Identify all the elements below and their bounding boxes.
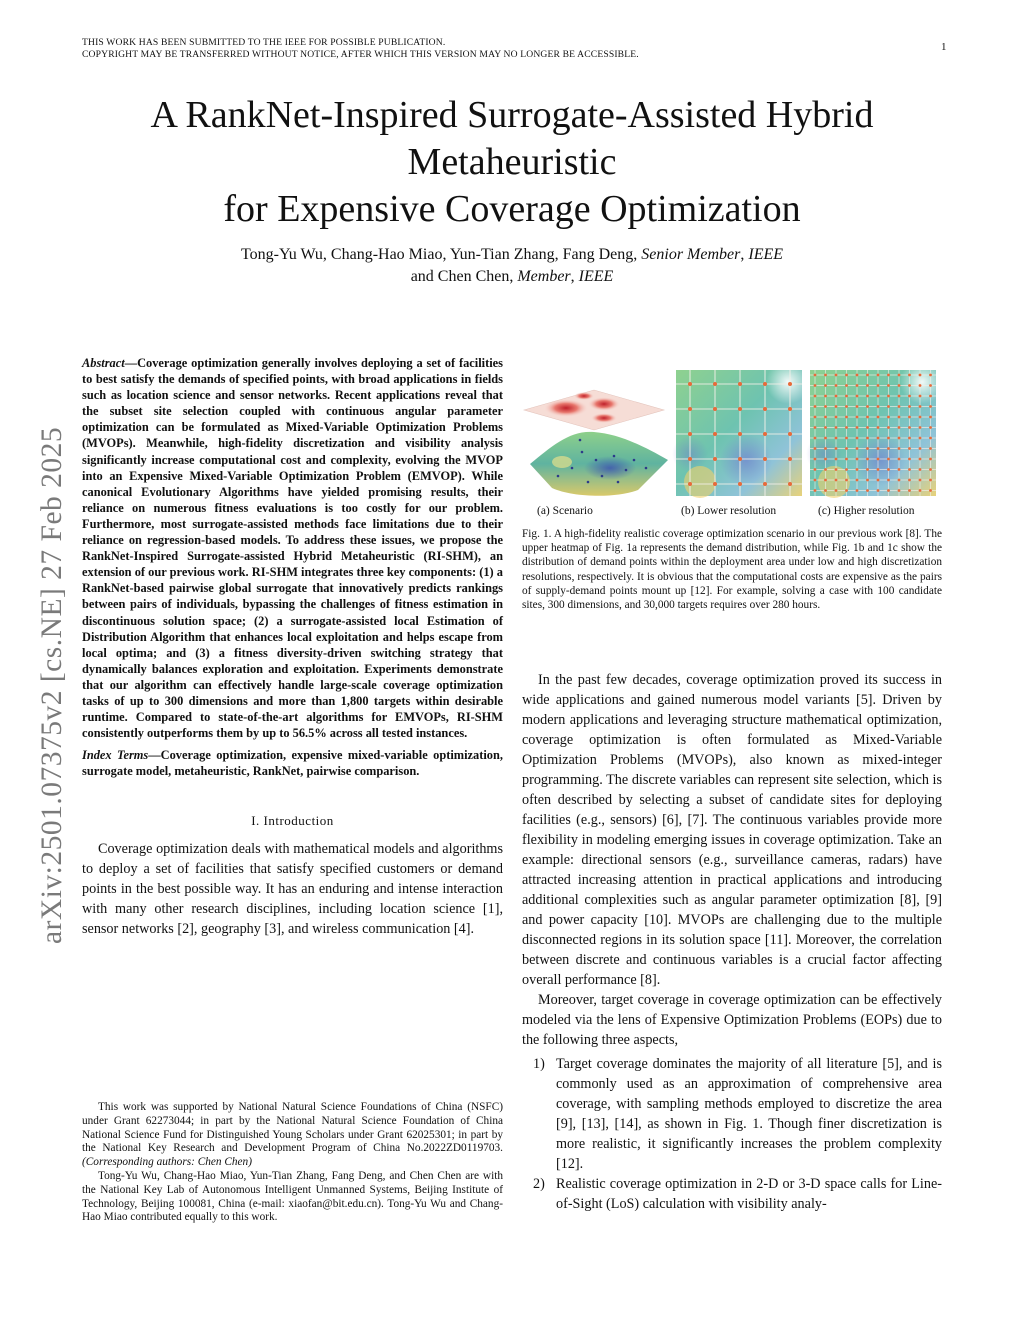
figure-1-caption: Fig. 1. A high-fidelity realistic coverage optimization scenario in our previous work [8]. The upper heatmap of Fig. 1a represents the demand distribution, while Fig. 1b and 1c show the distribution of demand points within the deployment area under low and high discretization resolutions, respectively. It is obvious that the computational costs are expensive as the pairs of supply-demand points mount up [12]. For example, solving a case with 100 candidate sites, 300 dimensions, and 30,000 targets requires over 280 hours.: [522, 528, 942, 612]
demand-point: [919, 437, 922, 440]
demand-point: [887, 395, 890, 398]
demand-point: [877, 489, 880, 492]
author-sep-2: ,: [570, 268, 579, 285]
demand-point: [898, 395, 901, 398]
demand-point: [856, 489, 859, 492]
demand-point: [835, 437, 838, 440]
demand-point: [866, 426, 869, 429]
demand-point: [877, 416, 880, 419]
demand-point: [908, 395, 911, 398]
demand-point: [856, 374, 859, 377]
demand-point: [929, 479, 932, 482]
demand-point: [919, 416, 922, 419]
demand-point: [929, 458, 932, 461]
demand-point: [835, 447, 838, 450]
demand-point: [898, 489, 901, 492]
title-line-2: Metaheuristic: [407, 141, 617, 183]
figure-1-graphics: [522, 368, 942, 498]
demand-point: [877, 374, 880, 377]
demand-point: [898, 426, 901, 429]
demand-point: [887, 426, 890, 429]
demand-point: [877, 437, 880, 440]
figure-1: [522, 368, 942, 498]
funding-footnote: [82, 1101, 503, 1170]
subcaption-a: (a) Scenario: [537, 505, 593, 517]
demand-point: [929, 447, 932, 450]
demand-point: [845, 458, 848, 461]
demand-point: [856, 437, 859, 440]
demand-point: [814, 468, 817, 471]
submission-notice: [82, 37, 639, 60]
author-role-2: Member: [517, 268, 571, 285]
demand-point: [814, 479, 817, 482]
demand-point: [814, 437, 817, 440]
demand-point: [824, 447, 827, 450]
demand-point: [877, 468, 880, 471]
author-list: [82, 244, 942, 288]
demand-point: [929, 395, 932, 398]
demand-point: [814, 426, 817, 429]
demand-point: [824, 468, 827, 471]
demand-point: [877, 479, 880, 482]
demand-point: [908, 405, 911, 408]
demand-point: [929, 374, 932, 377]
subcaption-b: (b) Lower resolution: [681, 505, 777, 517]
demand-point: [919, 395, 922, 398]
demand-point: [887, 479, 890, 482]
section-heading-introduction: I. Introduction: [251, 813, 334, 829]
demand-point: [835, 458, 838, 461]
demand-point: [908, 384, 911, 387]
demand-point: [845, 437, 848, 440]
demand-point: [908, 416, 911, 419]
demand-point: [845, 447, 848, 450]
demand-point: [919, 426, 922, 429]
aspect-item-1: [522, 1054, 942, 1174]
demand-point: [877, 426, 880, 429]
demand-point: [887, 374, 890, 377]
demand-point: [908, 458, 911, 461]
right-paragraph-2: Moreover, target coverage in coverage optimization can be effectively modeled via the lens of Expensive Optimization Problems (EOPs) due to the following three aspects,: [522, 992, 942, 1048]
title-line-1: A RankNet-Inspired Surrogate-Assisted Hybrid: [150, 94, 874, 136]
demand-point: [919, 479, 922, 482]
demand-point: [824, 395, 827, 398]
demand-point: [845, 384, 848, 387]
paper-title: [82, 92, 942, 233]
demand-point: [929, 405, 932, 408]
demand-point: [835, 489, 838, 492]
demand-point: [919, 384, 922, 387]
demand-point: [835, 384, 838, 387]
demand-point: [919, 489, 922, 492]
demand-point: [929, 437, 932, 440]
right-column-body: [522, 670, 942, 1214]
demand-point: [887, 405, 890, 408]
demand-point: [814, 489, 817, 492]
demand-point: [866, 479, 869, 482]
demand-point: [929, 468, 932, 471]
demand-point: [856, 468, 859, 471]
demand-point: [898, 416, 901, 419]
demand-point: [824, 374, 827, 377]
demand-point: [919, 447, 922, 450]
aspect-item-1-text: Target coverage dominates the majority of all literature [5], and is commonly used as an approximation of comprehensive area coverage, with sampling methods employed to discretize the area [9], [13], [14], as shown in Fig. 1. Though finer discretization is more realistic, it significantly increases the problem complexity [12].: [556, 1056, 942, 1172]
author-names-2: and Chen Chen,: [410, 268, 518, 285]
demand-point: [929, 384, 932, 387]
subcaption-c: (c) Higher resolution: [818, 505, 915, 517]
demand-point: [908, 374, 911, 377]
notice-line-1: THIS WORK HAS BEEN SUBMITTED TO THE IEEE FOR POSSIBLE PUBLICATION.: [82, 37, 446, 48]
demand-point: [908, 479, 911, 482]
demand-point: [835, 395, 838, 398]
abstract: [82, 355, 503, 741]
demand-point: [898, 437, 901, 440]
demand-point: [835, 426, 838, 429]
demand-point: [824, 405, 827, 408]
demand-point: [929, 489, 932, 492]
demand-point: [824, 384, 827, 387]
demand-point: [866, 395, 869, 398]
demand-point: [835, 468, 838, 471]
aspects-list: [522, 1054, 942, 1214]
demand-point: [856, 395, 859, 398]
author-role-1: Senior Member: [641, 246, 741, 263]
footnotes: [82, 1101, 503, 1225]
demand-point: [898, 405, 901, 408]
demand-point: [824, 458, 827, 461]
right-paragraph-1: In the past few decades, coverage optimization proved its success in wide applications and gained numerous model variants [5]. Driven by modern applications and leveraging structure mathematical optimization, coverage optimization is often formulated as Mixed-Variable Optimization Problems (MVOPs), also known as mixed-integer programming. The discrete variables can represent site selection, which is often described by selecting a subset of candidate sites for deploying facilities (e.g., sensors) [6], [7]. The continuous variables provide more flexibility in modeling emerging issues in coverage optimization. Take an example: directional sensors (e.g., surveillance cameras, radars) have attracted increasing attention in practical applications and introducing additional complexities such as angular parameter optimization [8], [9] and power capacity [10]. MVOPs are challenging due to the multiple disconnected regions in its solution space [11]. Moreover, the correlation between discrete and continuous variables is a crucial factor affecting overall performance [8].: [522, 672, 942, 988]
demand-point: [866, 489, 869, 492]
aspect-item-2: [522, 1174, 942, 1214]
demand-point: [814, 405, 817, 408]
demand-point: [866, 468, 869, 471]
demand-point: [908, 447, 911, 450]
demand-point: [824, 416, 827, 419]
demand-point: [919, 374, 922, 377]
demand-point: [908, 489, 911, 492]
index-terms: [82, 747, 503, 779]
aspect-item-2-text: Realistic coverage optimization in 2-D or 3-D space calls for Line-of-Sight (LoS) calculation with visibility analy-: [556, 1176, 942, 1212]
intro-paragraph-1: Coverage optimization deals with mathematical models and algorithms to deploy a set of facilities that satisfy specified customers or demand points in the best possible way. It has an enduring and intense interaction with many other research disciplines, including location science [1], sensor networks [2], geography [3], and wireless communication [4].: [82, 841, 503, 938]
demand-point: [887, 468, 890, 471]
demand-point: [898, 374, 901, 377]
demand-point: [845, 374, 848, 377]
demand-point: [845, 468, 848, 471]
demand-point: [898, 447, 901, 450]
demand-point: [866, 374, 869, 377]
demand-point: [919, 458, 922, 461]
demand-point: [898, 458, 901, 461]
demand-point: [887, 416, 890, 419]
demand-point: [824, 479, 827, 482]
demand-point: [835, 479, 838, 482]
abstract-lead: Abstract: [82, 356, 125, 370]
demand-point: [877, 384, 880, 387]
demand-point: [866, 416, 869, 419]
demand-point: [866, 405, 869, 408]
demand-point: [856, 416, 859, 419]
demand-point: [919, 468, 922, 471]
demand-point: [814, 447, 817, 450]
aspect-item-2-number: 2): [533, 1176, 545, 1192]
author-org-1: IEEE: [748, 246, 784, 263]
demand-point: [887, 458, 890, 461]
affiliation-footnote: Tong-Yu Wu, Chang-Hao Miao, Yun-Tian Zhang, Fang Deng, and Chen Chen are with the National Key Lab of Autonomous Intelligent Unmanned Systems, Beijing Institute of Technology, Beijing 100081, China (e-mail: xiaofan@bit.edu.cn). Tong-Yu Wu and Chang-Hao Miao contributed equally to this work.: [82, 1169, 503, 1224]
demand-point: [845, 395, 848, 398]
demand-point: [866, 384, 869, 387]
demand-point: [877, 395, 880, 398]
figure-1a-scenario-image: [524, 390, 668, 496]
demand-point: [908, 468, 911, 471]
demand-point: [887, 384, 890, 387]
demand-point: [856, 405, 859, 408]
funding-text: This work was supported by National Natural Science Foundations of China (NSFC) under Grant 62273044; in part by the National Natural Science Foundation of China National Science Fund for Distinguished Young Scholars under Grant 62025301; in part by the National Key Research and Development Program of China No.2022ZD0119703.: [82, 1101, 503, 1155]
demand-point: [824, 489, 827, 492]
left-column: [82, 355, 503, 939]
demand-point: [908, 437, 911, 440]
demand-point: [898, 468, 901, 471]
demand-point: [835, 416, 838, 419]
figure-1b-lower-resolution-image: [672, 368, 810, 498]
demand-point: [845, 426, 848, 429]
demand-point: [845, 416, 848, 419]
index-terms-lead: Index Terms: [82, 748, 149, 763]
demand-point: [814, 416, 817, 419]
demand-point: [814, 395, 817, 398]
demand-point: [845, 479, 848, 482]
demand-point: [866, 458, 869, 461]
demand-point: [835, 374, 838, 377]
demand-point: [887, 489, 890, 492]
figure-1-caption-block: [522, 527, 942, 612]
demand-point: [877, 405, 880, 408]
demand-point: [856, 426, 859, 429]
author-line-2: [82, 266, 942, 288]
demand-point: [814, 374, 817, 377]
demand-point: [824, 437, 827, 440]
index-terms-text: —Coverage optimization, expensive mixed-variable optimization, surrogate model, metaheuristic, RankNet, pairwise comparison.: [82, 748, 503, 779]
demand-point: [929, 416, 932, 419]
demand-point: [866, 447, 869, 450]
demand-point: [845, 489, 848, 492]
demand-point: [908, 426, 911, 429]
author-line-1: [82, 244, 942, 266]
demand-point: [919, 405, 922, 408]
demand-point: [856, 447, 859, 450]
demand-point: [856, 458, 859, 461]
figure-1c-higher-resolution-image: [806, 368, 942, 498]
demand-point: [877, 447, 880, 450]
demand-point: [887, 437, 890, 440]
demand-point: [856, 479, 859, 482]
corresponding-authors: (Corresponding authors: Chen Chen): [82, 1156, 252, 1169]
demand-point: [835, 405, 838, 408]
author-org-2: IEEE: [578, 268, 614, 285]
demand-point: [929, 426, 932, 429]
demand-point: [877, 458, 880, 461]
demand-point: [814, 384, 817, 387]
arxiv-stamp: arXiv:2501.07375v2 [cs.NE] 27 Feb 2025: [36, 426, 68, 944]
demand-point: [898, 384, 901, 387]
demand-point: [866, 437, 869, 440]
demand-point: [887, 447, 890, 450]
author-names-1: Tong-Yu Wu, Chang-Hao Miao, Yun-Tian Zhang, Fang Deng,: [240, 246, 642, 263]
demand-point: [814, 458, 817, 461]
demand-point: [856, 384, 859, 387]
page-number: 1: [941, 41, 947, 53]
demand-point: [845, 405, 848, 408]
title-line-3: for Expensive Coverage Optimization: [223, 188, 801, 230]
notice-line-2: COPYRIGHT MAY BE TRANSFERRED WITHOUT NOTICE, AFTER WHICH THIS VERSION MAY NO LONGER BE ACCESSIBLE.: [82, 48, 639, 60]
author-sep-1: ,: [740, 246, 749, 263]
demand-point: [824, 426, 827, 429]
demand-point: [898, 479, 901, 482]
aspect-item-1-number: 1): [533, 1056, 545, 1072]
abstract-text: —Coverage optimization generally involves deploying a set of facilities to best satisfy the demands of specified points, with broad applications in fields such as location science and sensor networks. Recent applications reveal that the subset site selection coupled with continuous angular parameter optimization can be formulated as Mixed-Variable Optimization Problems (MVOPs). Meanwhile, high-fidelity discretization and visibility analysis significantly increase computational cost and complexity, evolving the MVOP into an Expensive Mixed-Variable Optimization Problem (EMVOP). While canonical Evolutionary Algorithms have yielded promising results, their reliance on numerous fitness evaluations is too costly for our problem. Furthermore, most surrogate-assisted methods face limitations due to their reliance on regression-based models. To address these issues, we propose the RankNet-Inspired Surrogate-assisted Hybrid Metaheuristic (RI-SHM), an extension of our previous work. RI-SHM integrates three key components: (1) a RankNet-based pairwise global surrogate that innovatively predicts rankings between pairs of individuals, bypassing the challenges of fitness estimation in discontinuous solution space; (2) a surrogate-assisted local Estimation of Distribution Algorithm that enhances local exploitation and helps escape from local optima; and (3) a fitness diversity-driven switching strategy that dynamically balances exploration and exploitation. Experiments demonstrate that our algorithm can effectively handle large-scale coverage optimization tasks of up to 300 dimensions and more than 1,800 targets within desirable runtime. Compared to state-of-the-art algorithms for EMVOPs, RI-SHM consistently outperforms them by up to 56.5% across all tested instances.: [82, 356, 503, 741]
